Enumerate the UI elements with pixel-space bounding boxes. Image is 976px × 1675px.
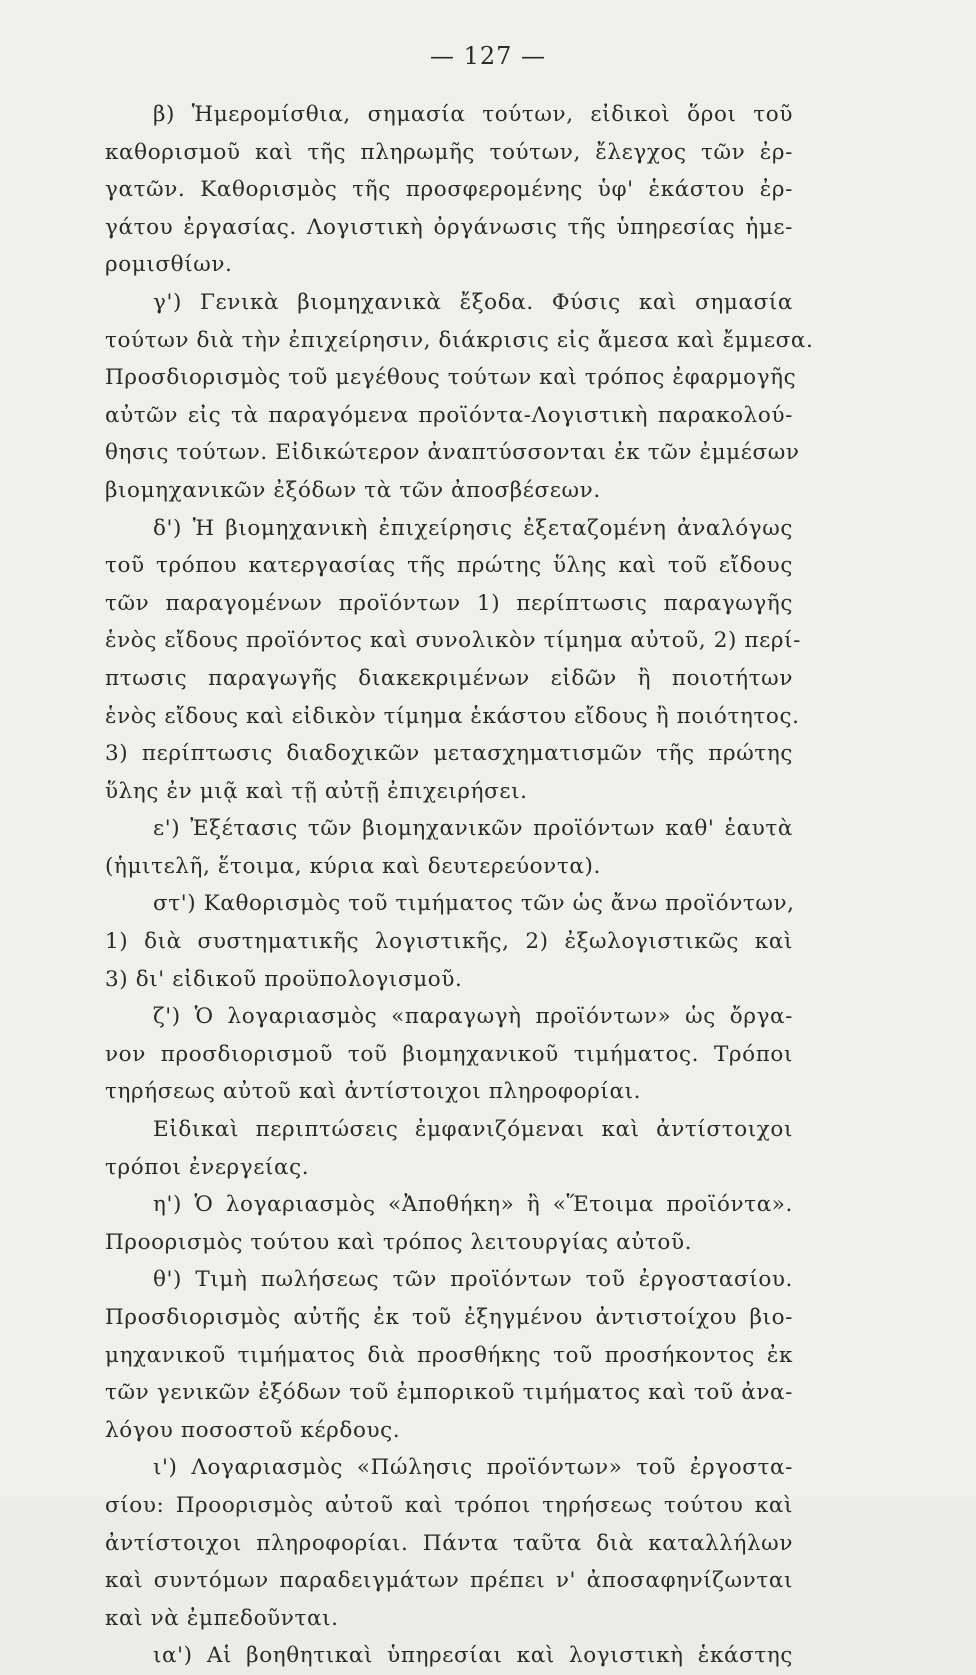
text-line: τῶν γενικῶν ἐξόδων τοῦ ἐμπορικοῦ τιμήματος καὶ τοῦ ἀνα-	[105, 1380, 793, 1406]
text-line: (ἡμιτελῆ, ἕτοιμα, κύρια καὶ δευτερεύοντα).	[105, 853, 601, 879]
text-line: 3) δι' εἰδικοῦ προϋπολογισμοῦ.	[105, 966, 463, 992]
text-line: τούτων διὰ τὴν ἐπιχείρησιν, διάκρισις εἰς ἄμεσα καὶ ἔμμεσα.	[105, 327, 814, 353]
text-line: θησις τούτων. Εἰδικώτερον ἀναπτύσσονται ἐκ τῶν ἐμμέσων	[105, 440, 800, 466]
text-line: τῶν παραγομένων προϊόντων 1) περίπτωσις παραγωγῆς	[105, 590, 793, 616]
text-line: σίου: Προορισμὸς αὐτοῦ καὶ τρόποι τηρήσεως τούτου καὶ	[105, 1492, 793, 1518]
text-line: αὐτῶν εἰς τὰ παραγόμενα προϊόντα-Λογιστικὴ παρακολού-	[105, 402, 793, 428]
text-line: ζ') Ὁ λογαριασμὸς «παραγωγὴ προϊόντων» ὡς ὄργα-	[153, 1004, 793, 1030]
text-line: ὕλης ἐν μιᾷ καὶ τῇ αὐτῇ ἐπιχειρήσει.	[105, 778, 528, 804]
text-line: τρόποι ἐνεργείας.	[105, 1154, 310, 1180]
text-line: μηχανικοῦ τιμήματος διὰ προσθήκης τοῦ προσήκοντος ἐκ	[105, 1342, 793, 1368]
text-line: ἀντίστοιχοι πληροφορίαι. Πάντα ταῦτα διὰ καταλλήλων	[105, 1530, 793, 1556]
text-line: γατῶν. Καθορισμὸς τῆς προσφερομένης ὑφ' ἑκάστου ἐρ-	[105, 177, 793, 203]
text-line: λόγου ποσοστοῦ κέρδους.	[105, 1417, 401, 1443]
text-line: ι') Λογαριασμὸς «Πώλησις προϊόντων» τοῦ ἐργοστα-	[153, 1455, 793, 1481]
text-line: θ') Τιμὴ πωλήσεως τῶν προϊόντων τοῦ ἐργοστασίου.	[153, 1267, 793, 1293]
text-line: η') Ὁ λογαριασμὸς «Ἀποθήκη» ἢ «Ἕτοιμα προϊόντα».	[153, 1192, 793, 1218]
text-line: 1) διὰ συστηματικῆς λογιστικῆς, 2) ἐξωλογιστικῶς καὶ	[105, 929, 793, 955]
text-line: Εἰδικαὶ περιπτώσεις ἐμφανιζόμεναι καὶ ἀντίστοιχοι	[153, 1117, 793, 1143]
text-line: γάτου ἐργασίας. Λογιστικὴ ὀργάνωσις τῆς ὑπηρεσίας ἡμε-	[105, 214, 793, 240]
text-line: δ') Ἡ βιομηχανικὴ ἐπιχείρησις ἐξεταζομένη ἀναλόγως	[153, 515, 793, 541]
text-line: ἑνὸς εἴδους καὶ εἰδικὸν τίμημα ἑκάστου εἴδους ἢ ποιότητος.	[105, 703, 800, 729]
text-line: νον προσδιορισμοῦ τοῦ βιομηχανικοῦ τιμήματος. Τρόποι	[105, 1041, 793, 1067]
text-line: γ') Γενικὰ βιομηχανικὰ ἔξοδα. Φύσις καὶ σημασία	[153, 289, 793, 315]
page-number: — 127 —	[429, 42, 547, 70]
text-line: πτωσις παραγωγῆς διακεκριμένων εἰδῶν ἢ ποιοτήτων	[105, 665, 793, 691]
text-line: ε') Ἐξέτασις τῶν βιομηχανικῶν προϊόντων καθ' ἑαυτὰ	[153, 816, 793, 842]
text-line: τοῦ τρόπου κατεργασίας τῆς πρώτης ὕλης καὶ τοῦ εἴδους	[105, 553, 793, 579]
body-text	[105, 96, 814, 1675]
text-line: ρομισθίων.	[105, 252, 233, 278]
text-line: Προσδιορισμὸς τοῦ μεγέθους τούτων καὶ τρόπος ἐφαρμογῆς	[105, 365, 797, 391]
text-line: 3) περίπτωσις διαδοχικῶν μετασχηματισμῶν τῆς πρώτης	[105, 741, 793, 767]
text-line: τηρήσεως αὐτοῦ καὶ ἀντίστοιχοι πληροφορίαι.	[105, 1079, 642, 1105]
text-line: Προσδιορισμὸς αὐτῆς ἐκ τοῦ ἐξηγμένου ἀντιστοίχου βιο-	[105, 1305, 793, 1330]
text-line: στ') Καθορισμὸς τοῦ τιμήματος τῶν ὡς ἄνω προϊόντων,	[153, 891, 795, 917]
text-line: ια') Αἱ βοηθητικαὶ ὑπηρεσίαι καὶ λογιστικὴ ἑκάστης	[153, 1643, 793, 1669]
text-line: καὶ συντόμων παραδειγμάτων πρέπει ν' ἀποσαφηνίζωνται	[105, 1568, 793, 1594]
text-line: Προορισμὸς τούτου καὶ τρόπος λειτουργίας αὐτοῦ.	[105, 1229, 693, 1255]
text-line: καθορισμοῦ καὶ τῆς πληρωμῆς τούτων, ἔλεγχος τῶν ἐρ-	[105, 139, 793, 165]
text-line: βιομηχανικῶν ἐξόδων τὰ τῶν ἀποσβέσεων.	[105, 477, 601, 503]
text-line: ἑνὸς εἴδους προϊόντος καὶ συνολικὸν τίμημα αὐτοῦ, 2) περί-	[105, 628, 801, 654]
text-line: καὶ νὰ ἐμπεδοῦνται.	[105, 1605, 339, 1631]
text-line: β) Ἡμερομίσθια, σημασία τούτων, εἰδικοὶ ὅροι τοῦ	[153, 102, 793, 127]
